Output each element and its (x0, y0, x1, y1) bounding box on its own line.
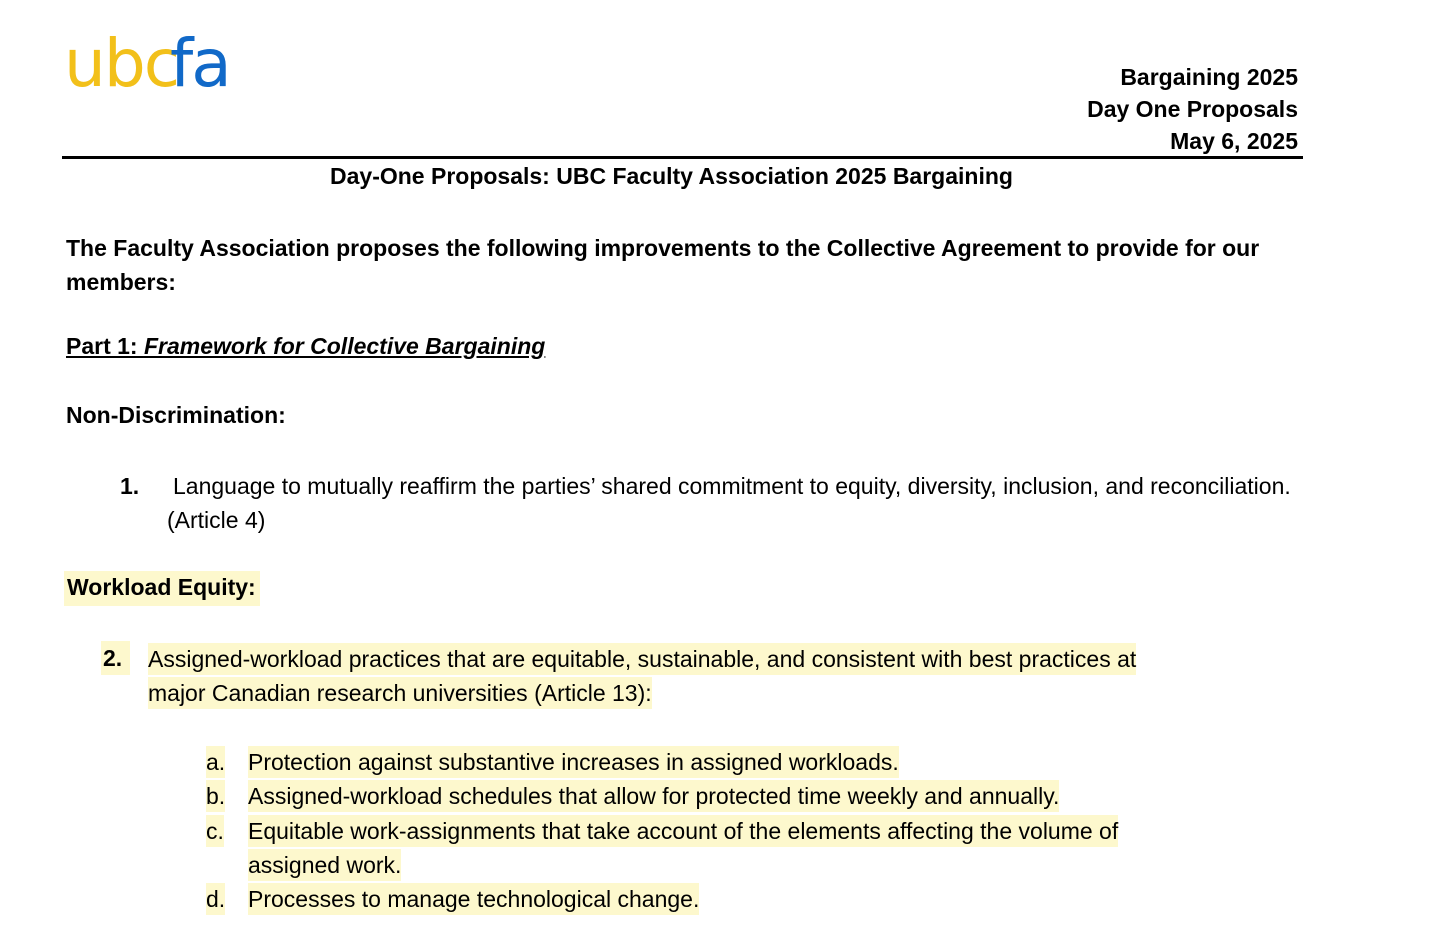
item-text-2 (148, 642, 1136, 710)
subitem-text-d: Processes to manage technological change. (248, 882, 699, 916)
part1-prefix: Part 1: (66, 333, 144, 359)
intro-paragraph: The Faculty Association proposes the following improvements to the Collective Agreement to provide for our members: (66, 235, 1260, 295)
subitem-text-c-line2: assigned work. (248, 849, 401, 881)
item-text-2-line2: major Canadian research universities (Article 13): (148, 677, 652, 709)
header-day-one: Day One Proposals (1087, 96, 1298, 122)
subitem-letter-c: c. (206, 814, 224, 848)
header-divider (62, 156, 1303, 159)
logo-ubc-text: ubc (64, 25, 179, 102)
item-text-1: Language to mutually reaffirm the parties’ shared commitment to equity, diversity, inclusion, and reconciliation. (Article 4) (167, 473, 1291, 533)
subitem-letter-b: b. (206, 779, 225, 813)
item-text-2-line1: Assigned-workload practices that are equitable, sustainable, and consistent with best practices at (148, 643, 1136, 675)
subitem-letter-a: a. (206, 745, 225, 779)
subitem-text-c (248, 814, 1118, 882)
logo-fa-text: fa (170, 25, 230, 102)
ubcfa-logo (64, 25, 232, 104)
section-heading-non-discrimination: Non-Discrimination: (66, 402, 286, 428)
part1-name: Framework for Collective Bargaining (143, 333, 546, 359)
header-bargaining-year: Bargaining 2025 (1120, 64, 1298, 90)
item-number-1: 1. (120, 473, 140, 499)
header-date: May 6, 2025 (1170, 128, 1298, 154)
item-number-2: 2. (101, 641, 130, 675)
subitem-text-b: Assigned-workload schedules that allow for protected time weekly and annually. (248, 779, 1059, 813)
document-title: Day-One Proposals: UBC Faculty Association 2025 Bargaining (330, 163, 1013, 189)
subitem-text-a: Protection against substantive increases in assigned workloads. (248, 745, 899, 779)
subitem-text-c-line1: Equitable work-assignments that take account of the elements affecting the volume of (248, 815, 1118, 847)
subitem-letter-d: d. (206, 882, 225, 916)
section-heading-workload-equity: Workload Equity: (64, 571, 260, 606)
part1-heading (66, 333, 545, 360)
